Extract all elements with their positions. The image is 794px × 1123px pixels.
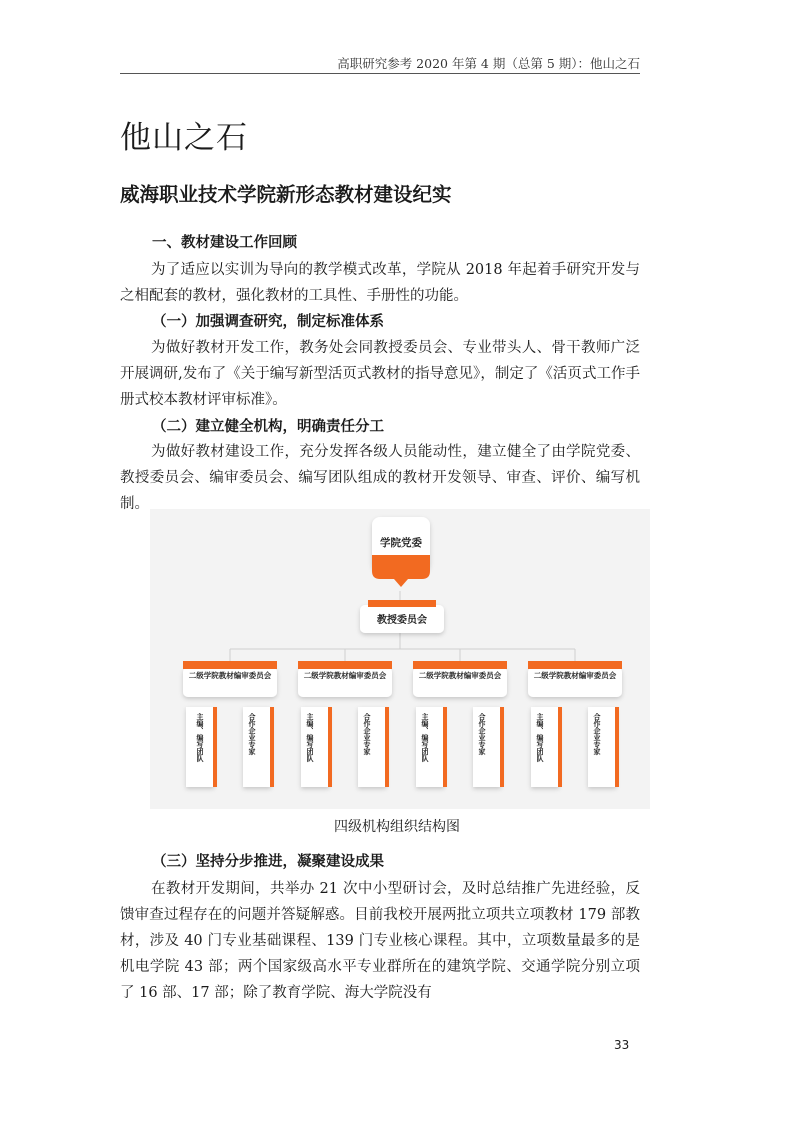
committee-label-4: 二级学院教材编审委员会 bbox=[533, 671, 617, 680]
committee-label-1: 二级学院教材编审委员会 bbox=[188, 671, 272, 680]
heading-review: 一、教材建设工作回顾 bbox=[152, 234, 297, 251]
paragraph-organization: 为做好教材建设工作，充分发挥各级人员能动性，建立健全了由学院党委、教授委员会、编审委员会、编写团队组成的教材开发领导、审查、评价、编写机制。 bbox=[120, 444, 640, 512]
review-committee-group-1 bbox=[183, 661, 277, 787]
expert-label-2: 合作企业专家 bbox=[363, 713, 371, 755]
committee-label-2: 二级学院教材编审委员会 bbox=[303, 671, 387, 680]
paragraph-intro: 为了适应以实训为导向的教学模式改革，学院从 2018 年起着手研究开发与之相配套的教材，强化教材的工具性、手册性的功能。 bbox=[120, 262, 640, 304]
review-committee-group-2 bbox=[298, 661, 392, 787]
article-title: 威海职业技术学院新形态教材建设纪实 bbox=[120, 183, 452, 206]
node-party-committee bbox=[372, 517, 430, 587]
running-header: 高职研究参考 2020 年第 4 期（总第 5 期）：他山之石 bbox=[337, 56, 640, 71]
expert-label-3: 合作企业专家 bbox=[478, 713, 486, 755]
team-label-2: 主编、编写团队 bbox=[306, 713, 314, 762]
team-label-1: 主编、编写团队 bbox=[196, 713, 204, 762]
team-label-4: 主编、编写团队 bbox=[536, 713, 544, 762]
expert-label-1: 合作企业专家 bbox=[248, 713, 256, 755]
header-rule bbox=[120, 73, 640, 74]
paragraph-research: 为做好教材开发工作，教务处会同教授委员会、专业带头人、骨干教师广泛开展调研,发布了《关于编写新型活页式教材的指导意见》，制定了《活页式工作手册式校本教材评审标准》。 bbox=[120, 340, 640, 408]
org-chart-figure bbox=[150, 509, 650, 809]
node-professor-committee bbox=[360, 600, 444, 633]
expert-label-4: 合作企业专家 bbox=[593, 713, 601, 755]
node-professor-committee-label: 教授委员会 bbox=[377, 615, 427, 626]
heading-research: （一）加强调查研究，制定标准体系 bbox=[152, 313, 384, 330]
heading-progress: （三）坚持分步推进，凝聚建设成果 bbox=[152, 853, 384, 870]
paragraph-progress: 在教材开发期间，共举办 21 次中小型研讨会，及时总结推广先进经验，反馈审查过程存在的问题并答疑解惑。目前我校开展两批立项共立项教材 179 部教材，涉及 40 门专业基础课程、139 门专业核心课程。其中，立项数量最多的是机电学院 43 部；两个国家级高水平专业群所在的建筑学院、交通学院分别立项了 16 部、17 部；除了教育学院、海大学院没有 bbox=[120, 881, 640, 1001]
figure-caption: 四级机构组织结构图 bbox=[334, 819, 460, 835]
node-party-committee-label: 学院党委 bbox=[380, 537, 422, 549]
team-label-3: 主编、编写团队 bbox=[421, 713, 429, 762]
page-number: 33 bbox=[614, 1038, 630, 1052]
committee-label-3: 二级学院教材编审委员会 bbox=[418, 671, 502, 680]
heading-organization: （二）建立健全机构，明确责任分工 bbox=[152, 418, 384, 435]
review-committee-group-4 bbox=[528, 661, 622, 787]
review-committee-group-3 bbox=[413, 661, 507, 787]
section-title: 他山之石 bbox=[120, 120, 248, 156]
org-chart bbox=[150, 509, 650, 809]
